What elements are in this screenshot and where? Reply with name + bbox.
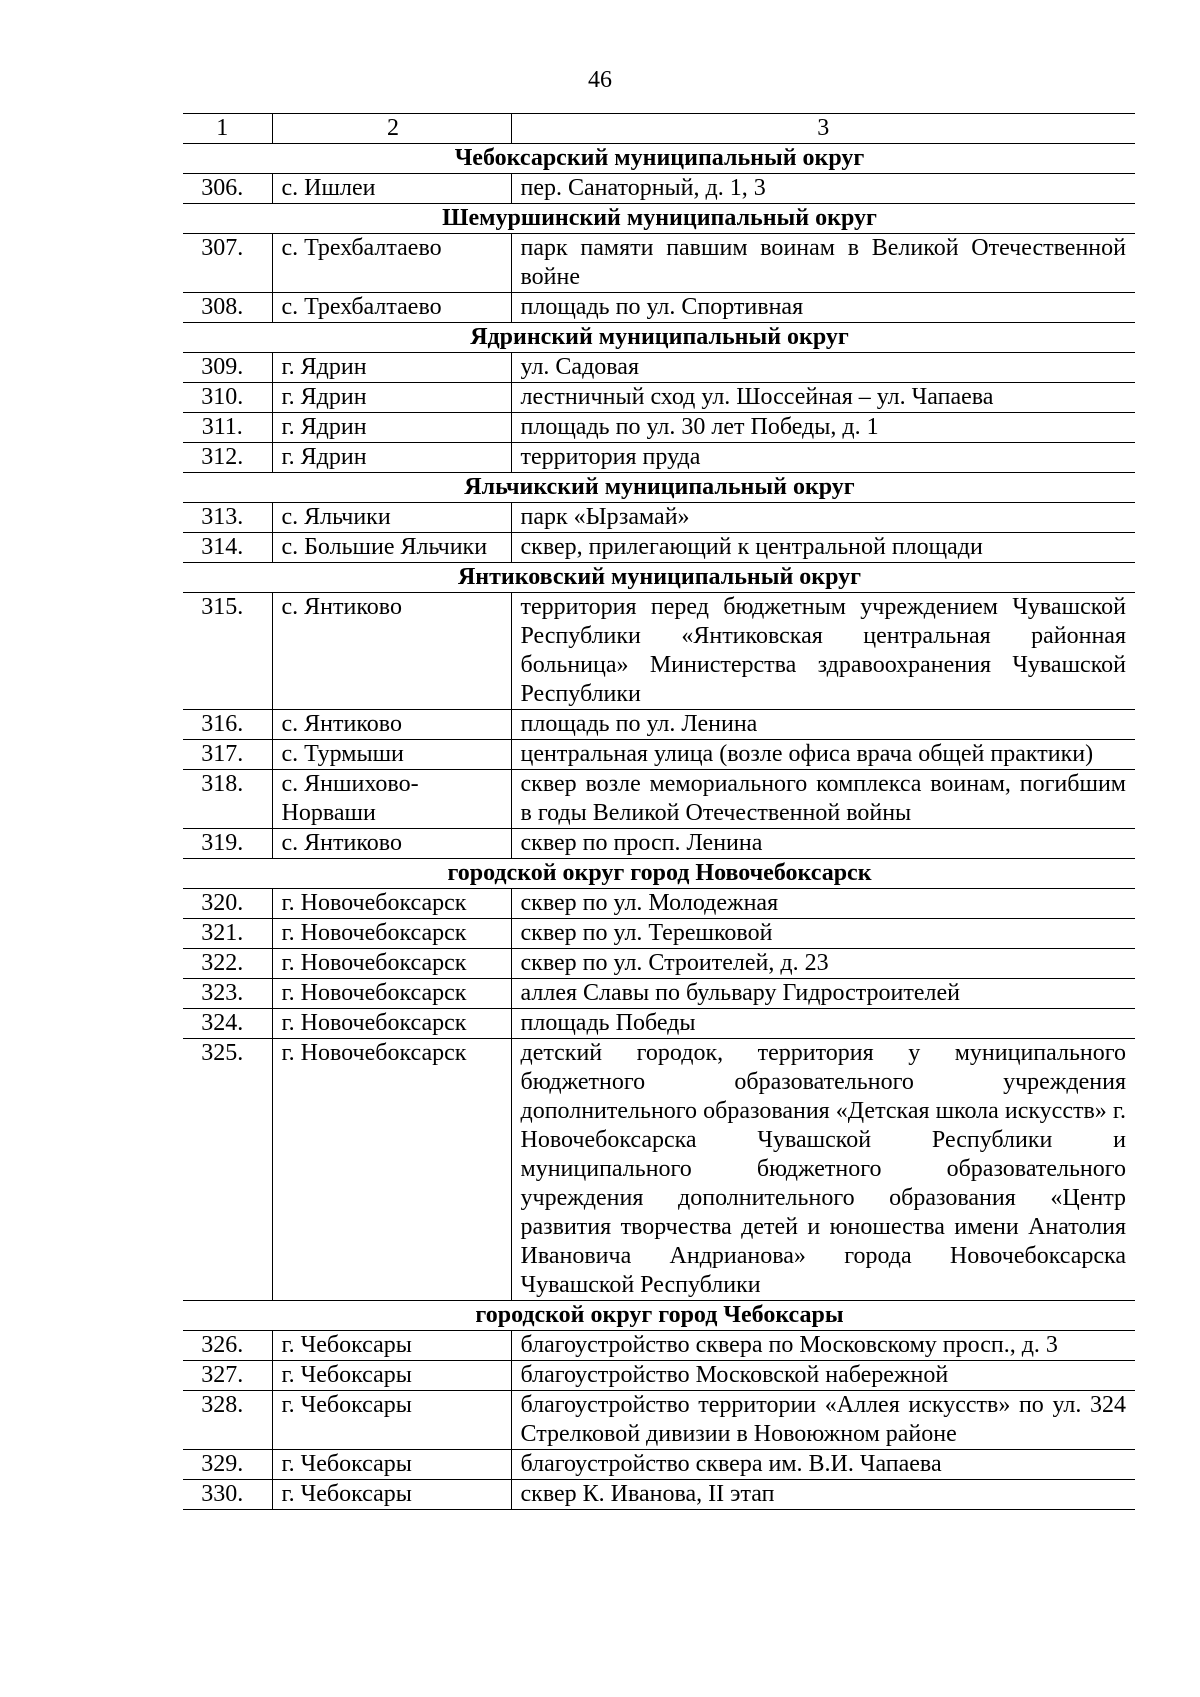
section-row	[183, 563, 1135, 593]
section-title: Яльчикский муниципальный округ	[183, 473, 1135, 503]
row-number: 321.	[183, 919, 272, 949]
row-object: площадь Победы	[511, 1009, 1135, 1039]
row-object: центральная улица (возле офиса врача общей практики)	[511, 740, 1135, 770]
row-number: 311.	[183, 413, 272, 443]
row-number: 308.	[183, 293, 272, 323]
row-number: 318.	[183, 770, 272, 829]
table-row	[183, 353, 1135, 383]
row-number: 322.	[183, 949, 272, 979]
row-object: площадь по ул. Ленина	[511, 710, 1135, 740]
table-header-row	[183, 114, 1135, 144]
row-number: 312.	[183, 443, 272, 473]
row-object: площадь по ул. Спортивная	[511, 293, 1135, 323]
row-number: 319.	[183, 829, 272, 859]
row-object: сквер по ул. Молодежная	[511, 889, 1135, 919]
row-locality: г. Ядрин	[272, 383, 511, 413]
row-number: 307.	[183, 234, 272, 293]
row-locality: г. Новочебоксарск	[272, 889, 511, 919]
row-number: 325.	[183, 1039, 272, 1301]
row-object: сквер К. Иванова, II этап	[511, 1480, 1135, 1510]
table-row	[183, 1391, 1135, 1450]
row-number: 315.	[183, 593, 272, 710]
row-locality: г. Чебоксары	[272, 1331, 511, 1361]
row-object: благоустройство территории «Аллея искусств» по ул. 324 Стрелковой дивизии в Новоюжном районе	[511, 1391, 1135, 1450]
row-locality: с. Яльчики	[272, 503, 511, 533]
table-body	[183, 114, 1135, 1510]
table-row	[183, 593, 1135, 710]
row-locality: г. Новочебоксарск	[272, 979, 511, 1009]
row-locality: г. Ядрин	[272, 353, 511, 383]
row-number: 328.	[183, 1391, 272, 1450]
row-locality: с. Янтиково	[272, 593, 511, 710]
table-row	[183, 174, 1135, 204]
page-number: 46	[588, 67, 612, 93]
table-row	[183, 1480, 1135, 1510]
row-locality: г. Чебоксары	[272, 1480, 511, 1510]
table-row	[183, 829, 1135, 859]
table-row	[183, 1009, 1135, 1039]
table-row	[183, 443, 1135, 473]
row-object: лестничный сход ул. Шоссейная – ул. Чапаева	[511, 383, 1135, 413]
row-locality: г. Новочебоксарск	[272, 919, 511, 949]
row-number: 320.	[183, 889, 272, 919]
row-object: сквер по ул. Терешковой	[511, 919, 1135, 949]
section-row	[183, 323, 1135, 353]
row-object: аллея Славы по бульвару Гидростроителей	[511, 979, 1135, 1009]
table-row	[183, 889, 1135, 919]
row-locality: г. Чебоксары	[272, 1391, 511, 1450]
table-row	[183, 1361, 1135, 1391]
section-title: Ядринский муниципальный округ	[183, 323, 1135, 353]
row-object: благоустройство сквера по Московскому просп., д. 3	[511, 1331, 1135, 1361]
row-object: сквер по просп. Ленина	[511, 829, 1135, 859]
row-number: 309.	[183, 353, 272, 383]
section-row	[183, 859, 1135, 889]
row-locality: г. Ядрин	[272, 443, 511, 473]
row-locality: г. Чебоксары	[272, 1450, 511, 1480]
section-row	[183, 1301, 1135, 1331]
row-object: территория пруда	[511, 443, 1135, 473]
table-row	[183, 383, 1135, 413]
row-object: сквер по ул. Строителей, д. 23	[511, 949, 1135, 979]
row-locality: г. Чебоксары	[272, 1361, 511, 1391]
table-row	[183, 770, 1135, 829]
row-number: 329.	[183, 1450, 272, 1480]
row-number: 323.	[183, 979, 272, 1009]
row-object: благоустройство Московской набережной	[511, 1361, 1135, 1391]
table-row	[183, 710, 1135, 740]
section-title: Шемуршинский муниципальный округ	[183, 204, 1135, 234]
column-header-1: 1	[183, 114, 272, 144]
row-object: парк памяти павшим воинам в Великой Отечественной войне	[511, 234, 1135, 293]
row-number: 314.	[183, 533, 272, 563]
row-object: пер. Санаторный, д. 1, 3	[511, 174, 1135, 204]
row-locality: с. Трехбалтаево	[272, 234, 511, 293]
row-object: благоустройство сквера им. В.И. Чапаева	[511, 1450, 1135, 1480]
table-row	[183, 919, 1135, 949]
section-row	[183, 204, 1135, 234]
table-row	[183, 533, 1135, 563]
row-number: 330.	[183, 1480, 272, 1510]
row-object: территория перед бюджетным учреждением Чувашской Республики «Янтиковская центральная районная больница» Министерства здравоохранения Чувашской Республики	[511, 593, 1135, 710]
row-locality: г. Ядрин	[272, 413, 511, 443]
table-row	[183, 740, 1135, 770]
row-number: 313.	[183, 503, 272, 533]
row-locality: с. Ишлеи	[272, 174, 511, 204]
table-row	[183, 1450, 1135, 1480]
row-locality: г. Новочебоксарск	[272, 949, 511, 979]
row-object: сквер возле мемориального комплекса воинам, погибшим в годы Великой Отечественной войны	[511, 770, 1135, 829]
row-number: 326.	[183, 1331, 272, 1361]
table-row	[183, 1039, 1135, 1301]
row-number: 306.	[183, 174, 272, 204]
table-row	[183, 413, 1135, 443]
row-number: 316.	[183, 710, 272, 740]
row-locality: г. Новочебоксарск	[272, 1009, 511, 1039]
row-number: 327.	[183, 1361, 272, 1391]
row-object: площадь по ул. 30 лет Победы, д. 1	[511, 413, 1135, 443]
row-number: 317.	[183, 740, 272, 770]
objects-table	[183, 113, 1135, 1510]
section-title: городской округ город Новочебоксарск	[183, 859, 1135, 889]
row-object: ул. Садовая	[511, 353, 1135, 383]
row-locality: с. Янтиково	[272, 710, 511, 740]
row-number: 324.	[183, 1009, 272, 1039]
row-locality: с. Большие Яльчики	[272, 533, 511, 563]
section-title: Янтиковский муниципальный округ	[183, 563, 1135, 593]
table-row	[183, 234, 1135, 293]
row-object: парк «Ырзамай»	[511, 503, 1135, 533]
table-row	[183, 293, 1135, 323]
row-object: сквер, прилегающий к центральной площади	[511, 533, 1135, 563]
column-header-3: 3	[511, 114, 1135, 144]
table-row	[183, 1331, 1135, 1361]
row-locality: с. Турмыши	[272, 740, 511, 770]
row-number: 310.	[183, 383, 272, 413]
section-title: городской округ город Чебоксары	[183, 1301, 1135, 1331]
section-title: Чебоксарский муниципальный округ	[183, 144, 1135, 174]
row-locality: г. Новочебоксарск	[272, 1039, 511, 1301]
table-row	[183, 503, 1135, 533]
table-row	[183, 949, 1135, 979]
row-object: детский городок, территория у муниципального бюджетного образовательного учреждения дополнительного образования «Детская школа искусств» г. Новочебоксарска Чувашской Республики и муниципального бюджетного образовательного учреждения дополнительного образования «Центр развития творчества детей и юношества имени Анатолия Ивановича Андрианова» города Новочебоксарска Чувашской Республики	[511, 1039, 1135, 1301]
row-locality: с. Трехбалтаево	[272, 293, 511, 323]
row-locality: с. Яншихово-Норваши	[272, 770, 511, 829]
row-locality: с. Янтиково	[272, 829, 511, 859]
column-header-2: 2	[272, 114, 511, 144]
table-row	[183, 979, 1135, 1009]
section-row	[183, 144, 1135, 174]
section-row	[183, 473, 1135, 503]
